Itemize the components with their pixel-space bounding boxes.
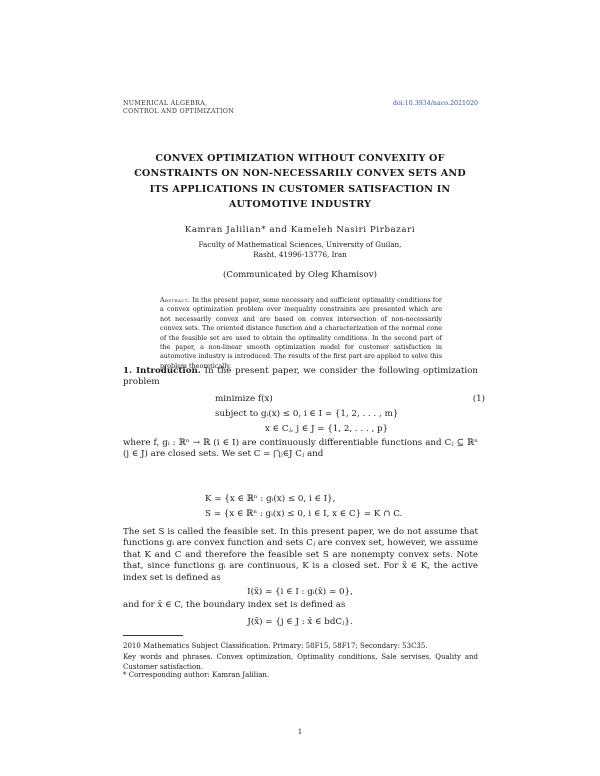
eq-s: S = {x ∈ ℝⁿ : gᵢ(x) ≤ 0, i ∈ I, x ∈ C} = K ∩ C.: [205, 509, 403, 519]
eq-active-index: I(x̄) = {i ∈ I : gᵢ(x̄) = 0},: [247, 587, 353, 597]
eq-boundary-index: J(x̄) = {j ∈ J : x̄ ∈ bdCⱼ}.: [247, 617, 353, 627]
abstract: [160, 296, 442, 371]
abstract-label: Abstract.: [160, 296, 191, 304]
eq-k: K = {x ∈ ℝⁿ : gᵢ(x) ≤ 0, i ∈ I},: [205, 494, 336, 504]
set-definitions: [205, 492, 402, 522]
equation-1: [215, 392, 485, 437]
footnote-msc-keywords: [123, 641, 478, 673]
footnote-keywords: Key words and phrases. Convex optimization, Optimality conditions, Sale servises, Quality and Customer satisfaction.: [123, 652, 478, 671]
affiliation-line-1: Faculty of Mathematical Sciences, University of Guilan,: [198, 240, 402, 249]
page-number: 1: [297, 728, 303, 736]
title-line: AUTOMOTIVE INDUSTRY: [228, 198, 372, 210]
footnote-corresponding: * Corresponding author: Kamran Jalilian.: [123, 671, 270, 679]
eq-objective: minimize f(x): [215, 394, 273, 404]
intro-paragraph-4: and for x̄ ∈ C, the boundary index set is defined as: [123, 600, 346, 610]
intro-paragraph-3: The set S is called the feasible set. In this present paper, we do not assume that functions gᵢ are convex function and sets Cⱼ are convex set, however, we assume that K and C and therefore the feasible set S are nonempty convex sets. Note that, since functions gᵢ are continuous, K is a closed set. For x̄ ∈ K, the active index set is defined as: [123, 527, 478, 583]
intro-paragraph-1: [123, 366, 478, 389]
eq-constraint-g: subject to gᵢ(x) ≤ 0, i ∈ I = {1, 2, . . . , m}: [215, 409, 399, 419]
footnote-divider: [123, 635, 183, 636]
intro-text-1: In the present paper, we consider the following optimization problem: [123, 366, 478, 388]
paper-title: [120, 151, 480, 212]
eq-constraint-c: x ∈ Cⱼ, j ∈ J = {1, 2, . . . , p}: [265, 424, 389, 434]
doi-link[interactable]: doi:10.3934/naco.2021020: [392, 100, 478, 107]
journal-name: [123, 100, 234, 116]
journal-line-1: NUMERICAL ALGEBRA,: [123, 100, 208, 107]
communicated-by: (Communicated by Oleg Khamisov): [223, 270, 377, 280]
section-heading: 1. Introduction.: [123, 366, 201, 376]
authors: Kamran Jalilian* and Kameleh Nasiri Pirbazari: [184, 225, 416, 235]
journal-line-2: CONTROL AND OPTIMIZATION: [123, 108, 235, 115]
title-line: CONSTRAINTS ON NON-NECESSARILY CONVEX SETS AND: [134, 168, 466, 180]
title-line: CONVEX OPTIMIZATION WITHOUT CONVEXITY OF: [155, 153, 445, 164]
footnote-msc: 2010 Mathematics Subject Classification. Primary: 58F15, 58F17; Secondary: 53C35.: [123, 642, 428, 650]
affiliation-line-2: Rasht, 41996-13776, Iran: [253, 250, 347, 260]
affiliation: [120, 240, 480, 261]
abstract-text: In the present paper, some necessary and sufficient optimality conditions for a convex optimization problem over inequality constraints are presented which are not necessarily convex and are based on convex intersection of non-necessarily convex sets. The oriented distance function and a characterization of the normal cone of the feasible set are used to obtain the optimality conditions. In the second part of the paper, a non-linear smooth optimization model for customer satisfaction in automotive industry is introduced. The results of the first part are applied to solve this problem theoretically.: [160, 296, 442, 370]
equation-number: (1): [472, 394, 485, 404]
intro-paragraph-2: where f, gᵢ : ℝⁿ → ℝ (i ∈ I) are continuously differentiable functions and Cⱼ ⊆ ℝⁿ (j ∈ J) are closed sets. We set C = ⋂ⱼ∈J Cⱼ and: [123, 438, 478, 460]
title-line: ITS APPLICATIONS IN CUSTOMER SATISFACTION IN: [149, 183, 451, 195]
